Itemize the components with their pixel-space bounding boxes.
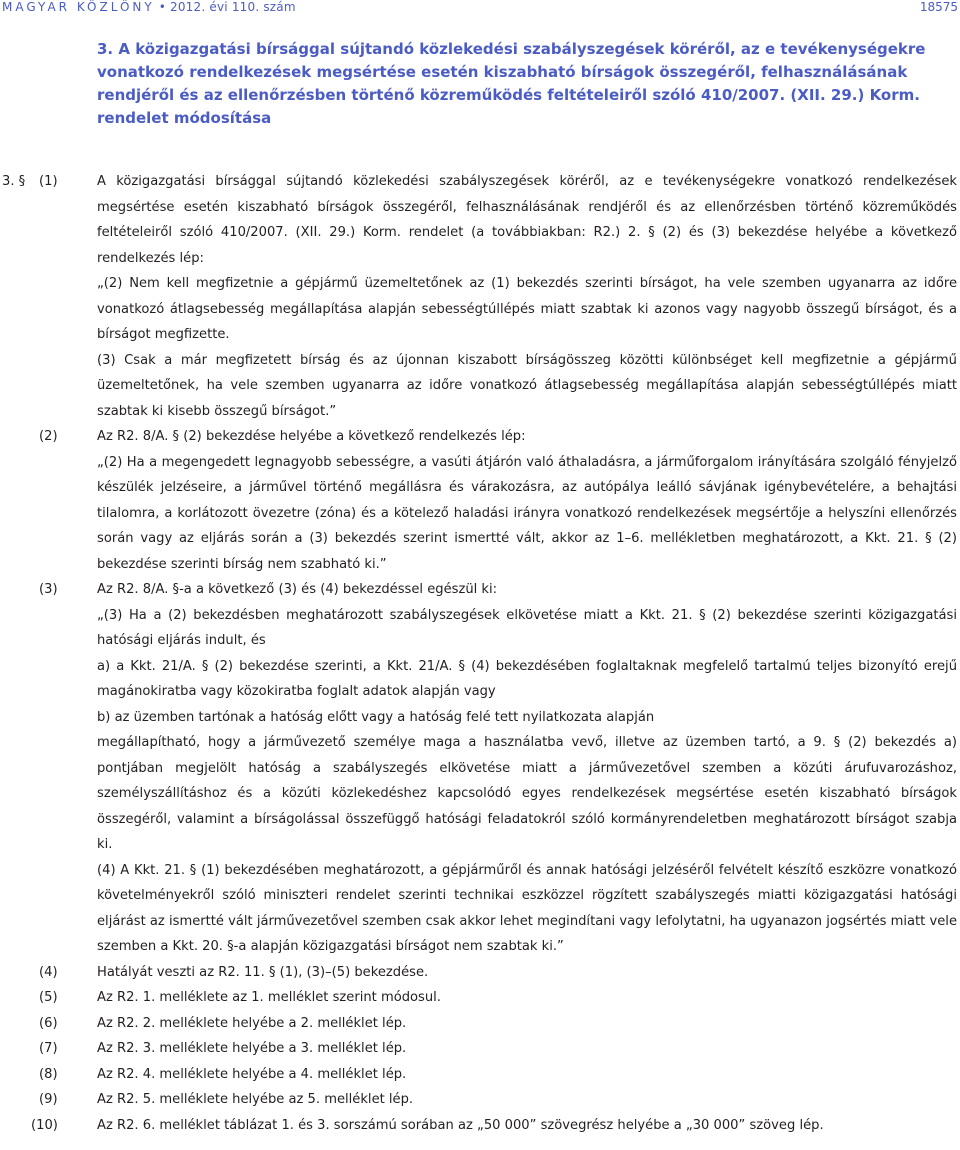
paragraph-number: (10): [31, 1117, 58, 1133]
paragraph-8: [2, 1062, 957, 1088]
paragraph-number: (3): [39, 582, 58, 597]
quoted-provision: „(3) Ha a (2) bekezdésben meghatározott szabályszegések elkövetése miatt a Kkt. 21. § (2) bekezdése szerinti közigazgatási hatósági eljárás indult, és: [97, 607, 957, 648]
paragraph-text: Az R2. 5. melléklete helyébe az 5. melléklet lép.: [97, 1092, 414, 1107]
quoted-provision: (4) A Kkt. 21. § (1) bekezdésében meghatározott, a gépjárműről és annak hatósági jelzéséről felvételt készítő eszközre vonatkozó követelményekről szóló miniszteri rendelet szerinti technikai eszközzel rögzített szabályszegés miatti közigazgatási hatósági eljárást az ismertté vált járművezetővel szemben csak akkor lehet megindítani vagy lefolytatni, ha ugyanazon jogsértés miatt vele szemben a Kkt. 20. §-a alapján közigazgatási bírságot nem szabtak ki.”: [97, 862, 957, 954]
paragraph-text: Az R2. 8/A. § (2) bekezdése helyébe a következő rendelkezés lép:: [97, 429, 526, 444]
quoted-provision: „(2) Nem kell megfizetnie a gépjármű üzemeltetőnek az (1) bekezdés szerinti bírságot, ha vele szemben ugyanarra az időre vonatkozó átlagsebesség megállapítása alapján sebességtúllépés miatt szabtak ki azonos vagy nagyobb összegű bírságot, és a bírságot megfizette.: [97, 276, 957, 342]
paragraph-number: (5): [39, 990, 58, 1005]
paragraph-7: [2, 1036, 957, 1062]
quoted-provision: a) a Kkt. 21/A. § (2) bekezdése szerinti, a Kkt. 21/A. § (4) bekezdésében foglaltaknak megfelelő tartalmú teljes bizonyító erejű magánokiratba vagy közokiratba foglalt adatok alapján vagy: [97, 658, 957, 699]
paragraph-number: (6): [39, 1015, 58, 1031]
paragraph-text: Az R2. 2. melléklete helyébe a 2. melléklet lép.: [97, 1015, 407, 1031]
paragraph-1: [2, 169, 957, 424]
issue-info: 2012. évi 110. szám: [170, 0, 296, 14]
paragraph-4: [2, 960, 957, 986]
paragraph-2: [2, 424, 957, 577]
paragraph-text: Az R2. 3. melléklete helyébe a 3. melléklet lép.: [97, 1041, 407, 1056]
paragraph-3: [2, 577, 957, 960]
journal-name: MAGYAR KÖZLÖNY: [2, 0, 155, 14]
paragraph-text: Az R2. 6. melléklet táblázat 1. és 3. sorszámú sorában az „50 000” szövegrész helyébe a „30 000” szöveg lép.: [97, 1117, 824, 1133]
quoted-provision: b) az üzemben tartónak a hatóság előtt vagy a hatóság felé tett nyilatkozata alapján: [97, 709, 655, 725]
section-number: 3. §: [2, 174, 26, 189]
paragraph-number: (7): [39, 1041, 58, 1056]
section-title: 3. A közigazgatási bírsággal sújtandó közlekedési szabályszegések köréről, az e tevékenységekre vonatkozó rendelkezések megsértése esetén kiszabható bírságok összegéről, felhasználásának rendjéről és az ellenőrzésben történő közreműködés feltételeiről szóló 410/2007. (XII. 29.) Korm. rendelet módosítása: [97, 40, 926, 127]
page-header: [0, 0, 960, 16]
paragraph-6: [2, 1011, 957, 1037]
paragraph-text: Az R2. 1. melléklete az 1. melléklet szerint módosul.: [97, 990, 441, 1005]
paragraph-text: A közigazgatási bírsággal sújtandó közlekedési szabályszegések köréről, az e tevékenységekre vonatkozó rendelkezések megsértése esetén kiszabható bírságok összegéről, felhasználásának rendjéről és az ellenőrzésben történő közreműködés feltételeiről szóló 410/2007. (XII. 29.) Korm. rendelet (a továbbiakban: R2.) 2. § (2) és (3) bekezdése helyébe a következő rendelkezés lép:: [97, 174, 957, 266]
page-number: 18575: [919, 0, 958, 14]
quoted-provision: megállapítható, hogy a járművezető személye maga a használatba vevő, illetve az üzemben tartó, a 9. § (2) bekezdés a) pontjában megjelölt hatóság a szabályszegés elkövetése miatt a járművezetővel szemben a közúti árufuvarozáshoz, személyszállításhoz és a közúti közlekedéshez kapcsolódó egyes rendelkezések megsértése esetén kiszabható bírságok összegéről, valamint a bírságolással összefüggő hatósági feladatokról szóló kormányrendeletben meghatározott bírságot szabja ki.: [97, 735, 957, 852]
quoted-provision: „(2) Ha a megengedett legnagyobb sebességre, a vasúti átjárón való áthaladásra, a járműforgalom irányítására szolgáló fényjelző készülék jelzéseire, a járművel történő megállásra és várakozásra, az autópálya leálló sávjának igénybevételére, a behajtási tilalomra, a korlátozott övezetre (zóna) és a kötelező haladási irányra vonatkozó rendelkezések megsértője a helyszíni ellenőrzés során vagy az eljárás során a (3) bekezdés szerint ismertté vált, akkor az 1–6. mellékletben meghatározott, a Kkt. 21. § (2) bekezdése szerinti bírság nem szabható ki.”: [97, 454, 957, 572]
paragraph-5: [2, 985, 957, 1011]
paragraph-number: (9): [39, 1092, 58, 1107]
paragraph-9: [2, 1087, 957, 1113]
paragraph-text: Az R2. 4. melléklete helyébe a 4. melléklet lép.: [97, 1066, 407, 1082]
paragraph-number: (8): [39, 1066, 58, 1082]
journal-header: MAGYAR KÖZLÖNY • 2012. évi 110. szám: [2, 0, 296, 14]
section-body: [2, 169, 957, 1138]
paragraph-text: Hatályát veszti az R2. 11. § (1), (3)–(5) bekezdése.: [97, 964, 429, 980]
paragraph-text: Az R2. 8/A. §-a a következő (3) és (4) bekezdéssel egészül ki:: [97, 582, 498, 597]
paragraph-10: [2, 1113, 957, 1139]
quoted-provision: (3) Csak a már megfizetett bírság és az újonnan kiszabott bírságösszeg közötti különbséget kell megfizetnie a gépjármű üzemeltetőnek, ha vele szemben ugyanarra az időre vonatkozó átlagsebesség megállapítása alapján sebességtúllépés miatt szabtak ki kisebb összegű bírságot.”: [97, 352, 957, 419]
paragraph-number: (4): [39, 964, 58, 980]
paragraph-number: (2): [39, 429, 58, 444]
paragraph-number: (1): [39, 174, 58, 189]
